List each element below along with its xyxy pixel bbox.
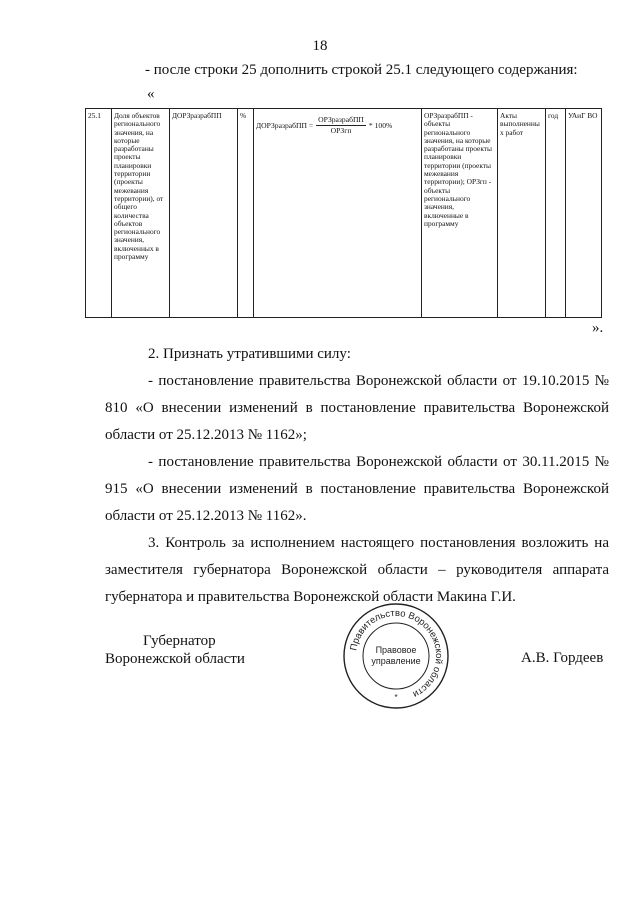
indicator-name: Доля объектов регионального значения, на которые разработаны проекты планировки территории (проекты межевания территории), от общего количества объектов регионального значения, включенных в программу: [112, 109, 170, 318]
paragraph-2: 2. Признать утратившими силу:: [148, 346, 351, 362]
table-row: [86, 109, 602, 318]
amendment-table: [85, 108, 602, 318]
seal-center-line2: управление: [371, 656, 421, 666]
signatory-title: [105, 632, 285, 668]
signatory-title-line1: Губернатор: [143, 633, 216, 649]
paragraph-repeal-915: - постановление правительства Воронежской области от 30.11.2015 № 915 «О внесении изменений в постановление правительства Воронежской области от 25.12.2013 № 1162».: [105, 454, 609, 524]
unit-cell: %: [238, 109, 254, 318]
intro-line: - после строки 25 дополнить строкой 25.1 следующего содержания:: [145, 62, 578, 78]
row-number: 25.1: [86, 109, 112, 318]
paragraph-3: 3. Контроль за исполнением настоящего постановления возложить на заместителя губернатора Воронежской области – руководителя аппарата губернатора и правительства Воронежской области Макина Г.И.: [105, 535, 609, 605]
signatory-title-line2: Воронежской области: [105, 651, 245, 667]
paragraph-repeal-810: - постановление правительства Воронежской области от 19.10.2015 № 810 «О внесении изменений в постановление правительства Воронежской области от 25.12.2013 № 1162»;: [105, 373, 609, 443]
formula-right: * 100%: [368, 120, 393, 130]
formula-numerator: ОРЗразрабПП: [316, 116, 366, 126]
period-cell: год: [546, 109, 566, 318]
responsible-cell: УАиГ ВО: [566, 109, 602, 318]
seal-stamp: [341, 601, 451, 711]
source-cell: Акты выполненных работ: [498, 109, 546, 318]
section-2-text: [105, 341, 609, 611]
formula-left: ДОРЗразрабПП =: [256, 120, 314, 130]
signatory-name: А.В. Гордеев: [521, 650, 604, 666]
formula-fraction: [316, 116, 366, 136]
formula-denominator: ОРЗгп: [330, 126, 352, 136]
seal-center-line1: Правовое: [375, 645, 417, 655]
seal-outer-text: Правительство Воронежской области: [348, 607, 445, 700]
page-number: 18: [312, 38, 328, 54]
formula-cell: [254, 109, 422, 318]
opening-quote: «: [147, 86, 155, 102]
indicator-code: ДОРЗразрабПП: [170, 109, 238, 318]
seal-star: *: [394, 693, 398, 702]
definitions-cell: ОРЗразрабПП - объекты регионального значения, на которые разработаны проекты планировки территории (проекты межевания территории); ОРЗгп - объекты регионального значения, включенные в программу: [422, 109, 498, 318]
closing-quote: ».: [592, 320, 604, 336]
